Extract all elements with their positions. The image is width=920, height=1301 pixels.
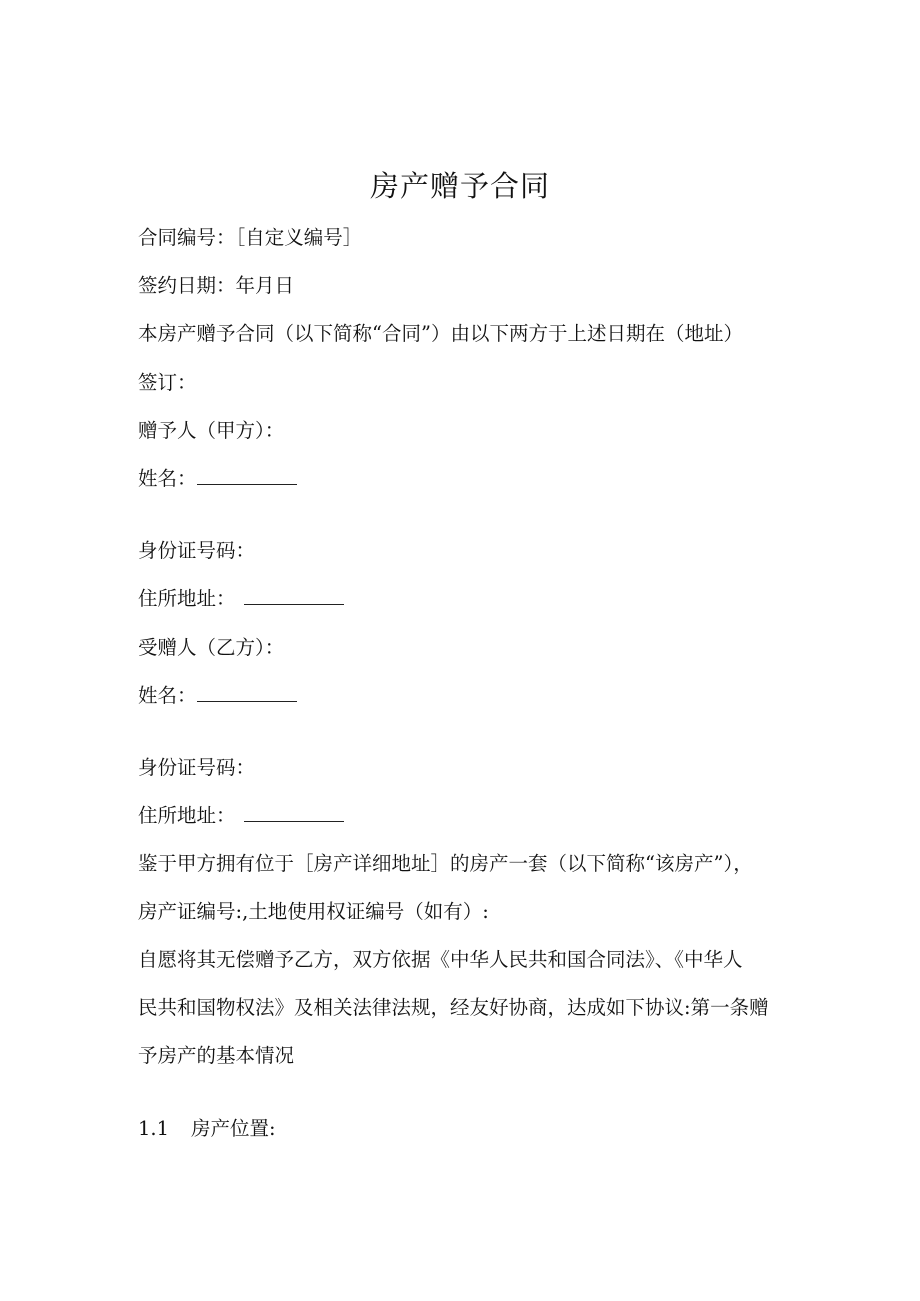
- donor-address-label: 住所地址：: [138, 587, 236, 610]
- donee-address-row: [138, 802, 344, 830]
- sign-date: 签约日期：年月日: [138, 274, 295, 297]
- intro-line-1: 本房产赠予合同（以下简称“合同”）由以下两方于上述日期在（地址）: [138, 322, 743, 345]
- donee-name-blank: [197, 683, 297, 702]
- document-title: 房产赠予合同: [369, 169, 550, 203]
- agree-line-1: 自愿将其无偿赠予乙方，双方依据《中华人民共和国合同法》、《中华人: [138, 948, 743, 971]
- donor-name-label: 姓名：: [138, 467, 197, 490]
- section-1-1-number: 1.1: [138, 1117, 170, 1140]
- donor-address-blank: [244, 586, 344, 605]
- donor-address-row: [138, 585, 344, 613]
- intro-line-2: 签订：: [138, 371, 197, 394]
- donor-name-blank: [197, 466, 297, 485]
- agree-line-2: 民共和国物权法》及相关法律法规，经友好协商，达成如下协议:第一条赠: [138, 996, 769, 1019]
- donee-name-row: [138, 682, 297, 710]
- section-1-1: [138, 1115, 276, 1143]
- agree-line-3: 予房产的基本情况: [138, 1044, 295, 1067]
- donee-id-label: 身份证号码：: [138, 756, 256, 779]
- donor-name-row: [138, 465, 297, 493]
- donee-address-blank: [244, 803, 344, 822]
- contract-number: 合同编号：［自定义编号］: [138, 226, 363, 249]
- donor-heading: 赠予人（甲方）：: [138, 419, 285, 442]
- section-1-1-label: 房产位置:: [191, 1117, 276, 1140]
- donee-address-label: 住所地址：: [138, 804, 236, 827]
- donee-heading: 受赠人（乙方）：: [138, 636, 285, 659]
- whereas-line-1: 鉴于甲方拥有位于［房产详细地址］的房产一套（以下简称“该房产”），: [138, 852, 753, 875]
- donee-name-label: 姓名：: [138, 684, 197, 707]
- whereas-line-2: 房产证编号:,土地使用权证编号（如有）:: [138, 900, 489, 923]
- donor-id-label: 身份证号码：: [138, 539, 256, 562]
